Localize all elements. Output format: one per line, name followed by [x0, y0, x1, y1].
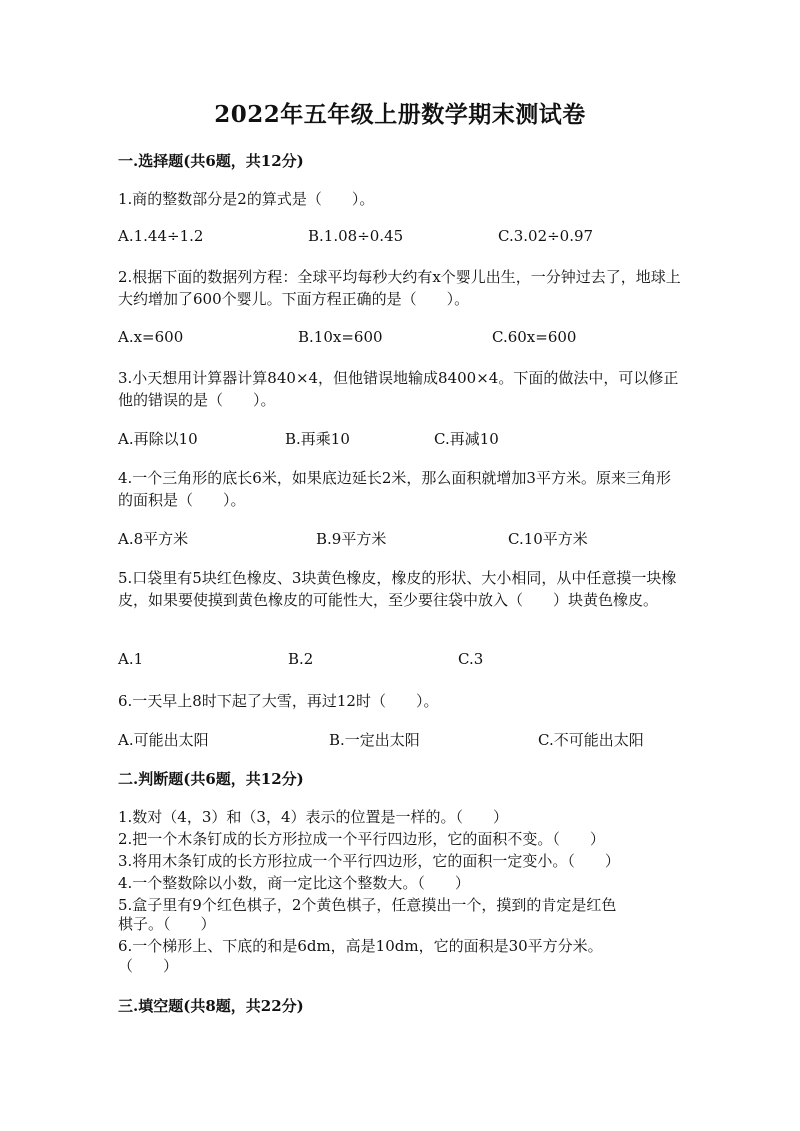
question-options — [118, 528, 683, 550]
judgement-item: 3.将用木条钉成的长方形拉成一个平行四边形，它的面积一定变小。（ ） — [118, 852, 620, 870]
question-text: 3.小天想用计算器计算840×4，但他错误地输成8400×4。下面的做法中，可以修正他的错误的是（ ）。 — [118, 369, 679, 409]
exam-title: 2022年五年级上册数学期末测试卷 — [214, 101, 586, 128]
section-header-fill-blank: 三.填空题(共8题，共22分) — [118, 997, 304, 1015]
question-options — [118, 729, 683, 751]
question-text: 1.商的整数部分是2的算式是（ ）。 — [118, 190, 375, 208]
judgement-item: 2.把一个木条钉成的长方形拉成一个平行四边形，它的面积不变。（ ） — [118, 830, 605, 848]
question-text: 4.一个三角形的底长6米，如果底边延长2米，那么面积就增加3平方米。原来三角形的面积是（ ）。 — [118, 469, 671, 509]
option-b: B.1.08÷0.45 — [308, 227, 404, 245]
question-options — [118, 650, 683, 672]
option-b: B.2 — [288, 650, 314, 668]
section-header-choice: 一.选择题(共6题，共12分) — [118, 152, 304, 170]
judgement-item: 5.盒子里有9个红色棋子，2个黄色棋子，任意摸出一个，摸到的肯定是红色 — [118, 896, 617, 914]
judgement-item: 棋子。（ ） — [118, 915, 216, 933]
option-c: C.3 — [458, 650, 484, 668]
question-text: 5.口袋里有5块红色橡皮、3块黄色橡皮，橡皮的形状、大小相同，从中任意摸一块橡皮，如果要使摸到黄色橡皮的可能性大，至少要往袋中放入（ ）块黄色橡皮。 — [118, 569, 677, 609]
question-options — [118, 227, 683, 249]
option-a: A.1 — [118, 650, 144, 668]
judgement-item: 4.一个整数除以小数，商一定比这个整数大。（ ） — [118, 874, 470, 892]
option-b: B.10x=600 — [298, 328, 383, 346]
judgement-item: 6.一个梯形上、下底的和是6dm，高是10dm，它的面积是30平方分米。 — [118, 937, 603, 955]
question-options — [118, 428, 683, 450]
option-c: C.60x=600 — [492, 328, 577, 346]
option-c: C.3.02÷0.97 — [498, 227, 594, 245]
option-a: A.8平方米 — [118, 530, 189, 548]
option-c: C.不可能出太阳 — [538, 731, 644, 749]
option-a: A.可能出太阳 — [118, 731, 209, 749]
judgement-item: （ ） — [118, 957, 179, 975]
question-text: 2.根据下面的数据列方程：全球平均每秒大约有x个婴儿出生，一分钟过去了，地球上大约增加了600个婴儿。下面方程正确的是（ ）。 — [118, 268, 681, 308]
option-c: C.再减10 — [434, 430, 499, 448]
option-a: A.x=600 — [118, 328, 184, 346]
judgement-item: 1.数对（4，3）和（3，4）表示的位置是一样的。（ ） — [118, 808, 508, 826]
option-a: A.1.44÷1.2 — [118, 227, 204, 245]
option-b: B.9平方米 — [316, 530, 387, 548]
question-text: 6.一天早上8时下起了大雪，再过12时（ ）。 — [118, 692, 439, 710]
question-options — [118, 328, 683, 350]
section-header-judgement: 二.判断题(共6题，共12分) — [118, 770, 304, 788]
option-a: A.再除以10 — [118, 430, 198, 448]
option-b: B.一定出太阳 — [329, 731, 420, 749]
option-c: C.10平方米 — [508, 530, 588, 548]
option-b: B.再乘10 — [285, 430, 350, 448]
